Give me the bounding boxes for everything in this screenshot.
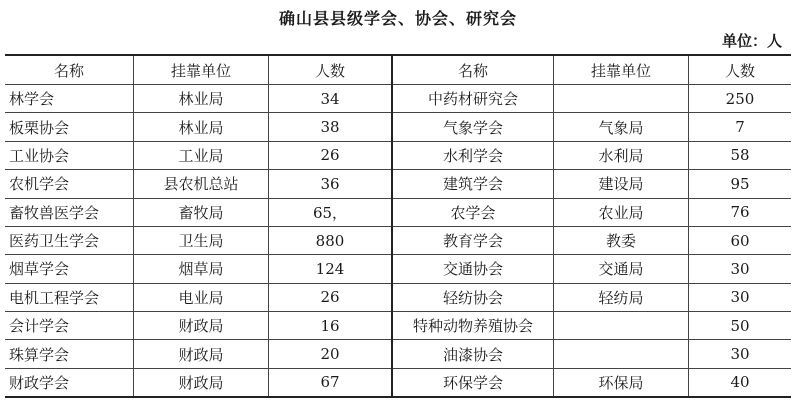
member-count-cell: 95 bbox=[689, 170, 792, 198]
member-count-cell: 30 bbox=[689, 255, 792, 283]
member-count-cell: 67 bbox=[269, 368, 393, 396]
member-count-cell: 38 bbox=[269, 113, 393, 141]
member-count-cell: 30 bbox=[689, 283, 792, 311]
org-name-cell: 建筑学会 bbox=[392, 170, 554, 198]
affiliated-unit-cell bbox=[554, 312, 689, 340]
org-name-cell: 林学会 bbox=[5, 85, 134, 113]
affiliated-unit-cell: 烟草局 bbox=[134, 255, 269, 283]
affiliated-unit-cell: 畜牧局 bbox=[134, 198, 269, 226]
member-count-cell: 40 bbox=[730, 373, 750, 392]
org-name-cell: 珠算学会 bbox=[5, 340, 134, 368]
affiliated-unit-cell: 财政局 bbox=[134, 368, 269, 396]
affiliated-unit-cell: 教委 bbox=[554, 226, 689, 254]
org-name-cell: 水利学会 bbox=[392, 141, 554, 169]
member-count-cell: 124 bbox=[269, 255, 393, 283]
affiliated-unit-cell: 气象局 bbox=[554, 113, 689, 141]
member-count-cell: 76 bbox=[689, 198, 792, 226]
affiliated-unit-cell: 财政局 bbox=[134, 340, 269, 368]
table-row bbox=[5, 340, 791, 368]
unit-label: 单位：人 bbox=[721, 32, 782, 50]
header-unit-left: 挂靠单位 bbox=[134, 56, 269, 85]
affiliated-unit-cell: 建设局 bbox=[554, 170, 689, 198]
affiliated-unit-cell: 水利局 bbox=[554, 141, 689, 169]
org-name-cell: 环保学会 bbox=[392, 368, 554, 396]
member-count-cell: 20 bbox=[269, 340, 393, 368]
org-name-cell: 工业协会 bbox=[5, 141, 134, 169]
org-name-cell: 中药材研究会 bbox=[392, 85, 554, 113]
associations-table-container bbox=[5, 54, 791, 398]
org-name-cell: 畜牧兽医学会 bbox=[5, 198, 134, 226]
org-name-cell: 油漆协会 bbox=[392, 340, 554, 368]
org-name-cell: 医药卫生学会 bbox=[5, 226, 134, 254]
org-name-cell: 板栗协会 bbox=[5, 113, 134, 141]
org-name-cell: 教育学会 bbox=[392, 226, 554, 254]
affiliated-unit-cell: 林业局 bbox=[134, 113, 269, 141]
affiliated-unit-cell: 农业局 bbox=[554, 198, 689, 226]
affiliated-unit-cell: 交通局 bbox=[554, 255, 689, 283]
associations-table bbox=[5, 56, 791, 396]
header-name-left: 名称 bbox=[5, 56, 134, 85]
table-row bbox=[5, 255, 791, 283]
org-name-cell: 电机工程学会 bbox=[5, 283, 134, 311]
org-name-cell: 农学会 bbox=[392, 198, 554, 226]
affiliated-unit-cell: 卫生局 bbox=[134, 226, 269, 254]
member-count-cell: 65， bbox=[269, 198, 393, 226]
table-row bbox=[5, 198, 791, 226]
member-count-cell: 58 bbox=[689, 141, 792, 169]
header-count-right: 人数 bbox=[689, 56, 792, 85]
header-name-right: 名称 bbox=[392, 56, 554, 85]
table-row bbox=[5, 368, 791, 396]
header-unit-right: 挂靠单位 bbox=[554, 56, 689, 85]
affiliated-unit-cell: 轻纺局 bbox=[554, 283, 689, 311]
affiliated-unit-cell: 财政局 bbox=[134, 312, 269, 340]
affiliated-unit-cell: 电业局 bbox=[134, 283, 269, 311]
table-row bbox=[5, 85, 791, 113]
table-body bbox=[5, 85, 791, 397]
org-name-cell: 轻纺协会 bbox=[392, 283, 554, 311]
document-title: 确山县县级学会、协会、研究会 bbox=[278, 9, 517, 28]
affiliated-unit-cell: 工业局 bbox=[134, 141, 269, 169]
affiliated-unit-cell: 县农机总站 bbox=[134, 170, 269, 198]
member-count-cell: 250 bbox=[689, 85, 792, 113]
org-name-cell: 财政学会 bbox=[5, 368, 134, 396]
table-row bbox=[5, 312, 791, 340]
member-count-cell: 30 bbox=[689, 340, 792, 368]
table-row bbox=[5, 283, 791, 311]
org-name-cell: 交通协会 bbox=[392, 255, 554, 283]
org-name-cell: 会计学会 bbox=[5, 312, 134, 340]
org-name-cell: 气象学会 bbox=[392, 113, 554, 141]
org-name-cell: 特种动物养殖协会 bbox=[392, 312, 554, 340]
member-count-cell: 34 bbox=[269, 85, 393, 113]
member-count-cell: 26 bbox=[269, 283, 393, 311]
member-count-cell: 36 bbox=[269, 170, 393, 198]
org-name-cell: 烟草学会 bbox=[5, 255, 134, 283]
header-count-left: 人数 bbox=[269, 56, 393, 85]
affiliated-unit-cell bbox=[554, 85, 689, 113]
affiliated-unit-cell: 林业局 bbox=[134, 85, 269, 113]
member-count-cell: 16 bbox=[269, 312, 393, 340]
table-row bbox=[5, 113, 791, 141]
table-row bbox=[5, 170, 791, 198]
member-count-cell: 50 bbox=[689, 312, 792, 340]
table-row bbox=[5, 141, 791, 169]
member-count-cell: 26 bbox=[269, 141, 393, 169]
affiliated-unit-cell bbox=[554, 340, 689, 368]
member-count-cell: 880 bbox=[269, 226, 393, 254]
member-count-cell: 7 bbox=[689, 113, 792, 141]
member-count-cell: 60 bbox=[689, 226, 792, 254]
table-row bbox=[5, 226, 791, 254]
table-header-row bbox=[5, 56, 791, 85]
affiliated-unit-cell: 环保局 bbox=[554, 368, 689, 396]
org-name-cell: 农机学会 bbox=[5, 170, 134, 198]
